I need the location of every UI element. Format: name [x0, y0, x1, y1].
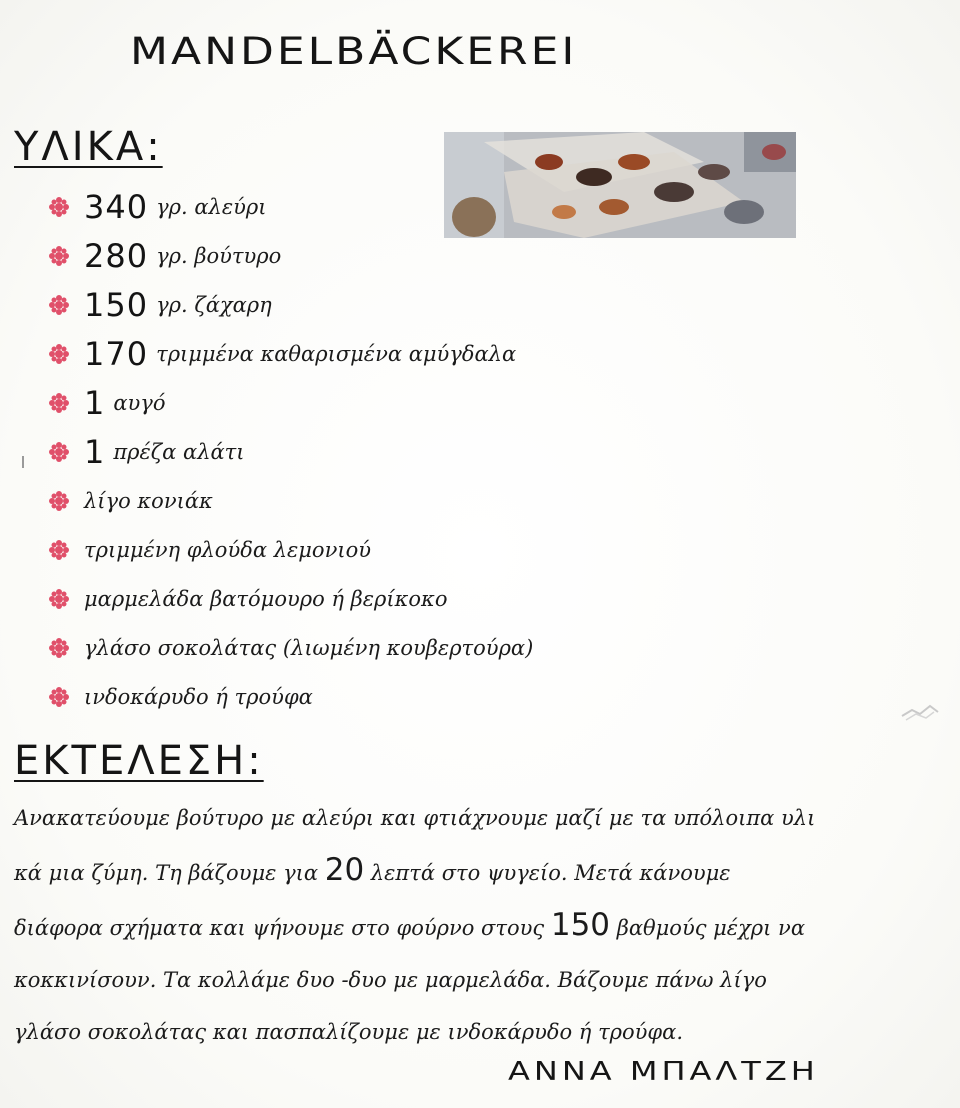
method-heading: ΕΚΤΕΛΕΣΗ: — [14, 738, 264, 784]
list-item — [48, 280, 533, 329]
list-item — [48, 672, 533, 721]
list-item — [48, 623, 533, 672]
flower-bullet-icon — [48, 245, 70, 267]
ingredients-list — [48, 182, 533, 721]
list-item — [48, 427, 533, 476]
flower-bullet-icon — [48, 294, 70, 316]
method-line: Ανακατεύουμε βούτυρο με αλεύρι και φτιάχνουμε μαζί με τα υπόλοιπα υλι — [14, 806, 816, 830]
method-text-segment: βαθμούς μέχρι να — [610, 916, 805, 940]
flower-bullet-icon — [48, 392, 70, 414]
ingredients-heading: ΥΛΙΚΑ: — [14, 124, 163, 170]
method-line: κοκκινίσουν. Τα κολλάμε δυο -δυο με μαρμελάδα. Βάζουμε πάνω λίγο — [14, 968, 767, 992]
list-item — [48, 476, 533, 525]
list-item — [48, 525, 533, 574]
ingredient-text: πρέζα αλάτι — [113, 439, 245, 464]
ingredient-text: γρ. ζάχαρη — [156, 292, 272, 317]
list-item — [48, 231, 533, 280]
ingredient-text: λίγο κονιάκ — [84, 488, 213, 513]
scan-smudge — [900, 700, 940, 724]
method-line — [14, 844, 844, 899]
ingredient-quantity: 170 — [84, 334, 149, 373]
flower-bullet-icon — [48, 686, 70, 708]
list-item — [48, 574, 533, 623]
flower-bullet-icon — [48, 441, 70, 463]
method-number: 20 — [324, 852, 365, 888]
list-item — [48, 378, 533, 427]
ingredient-quantity: 340 — [84, 187, 149, 226]
ingredient-text: γλάσο σοκολάτας (λιωμένη κουβερτούρα) — [84, 635, 534, 660]
flower-bullet-icon — [48, 539, 70, 561]
ingredient-quantity: 280 — [84, 236, 149, 275]
ingredient-text: γρ. αλεύρι — [156, 194, 267, 219]
method-line: γλάσο σοκολάτας και πασπαλίζουμε με ινδοκάρυδο ή τρούφα. — [14, 1020, 683, 1044]
ingredient-quantity: 150 — [84, 285, 149, 324]
list-item — [48, 182, 533, 231]
ingredient-quantity: 1 — [84, 383, 106, 422]
ingredient-text: τριμμένα καθαρισμένα αμύγδαλα — [156, 341, 517, 366]
ingredient-text: τριμμένη φλούδα λεμονιού — [84, 537, 371, 562]
method-text-segment: διάφορα σχήματα και ψήνουμε στο φούρνο στους — [14, 916, 551, 940]
flower-bullet-icon — [48, 588, 70, 610]
list-item — [48, 329, 533, 378]
method-text-segment: κά μια ζύμη. Τη βάζουμε για — [14, 861, 325, 885]
method-number: 150 — [550, 907, 611, 943]
method-text-segment: λεπτά στο ψυγείο. Μετά κάνουμε — [364, 861, 731, 885]
recipe-title: MANDELBÄCKEREI — [130, 30, 578, 74]
author-signature: ΑΝΝΑ ΜΠΑΛΤΖΗ — [508, 1056, 819, 1087]
method-line — [14, 899, 844, 954]
ingredient-text: αυγό — [113, 390, 166, 415]
ingredient-text: μαρμελάδα βατόμουρο ή βερίκοκο — [84, 586, 448, 611]
method-text — [14, 792, 844, 1058]
scan-mark — [22, 456, 24, 468]
ingredient-text: γρ. βούτυρο — [156, 243, 282, 268]
ingredient-quantity: 1 — [84, 432, 106, 471]
flower-bullet-icon — [48, 490, 70, 512]
flower-bullet-icon — [48, 196, 70, 218]
ingredient-text: ινδοκάρυδο ή τρούφα — [84, 684, 313, 709]
flower-bullet-icon — [48, 637, 70, 659]
flower-bullet-icon — [48, 343, 70, 365]
